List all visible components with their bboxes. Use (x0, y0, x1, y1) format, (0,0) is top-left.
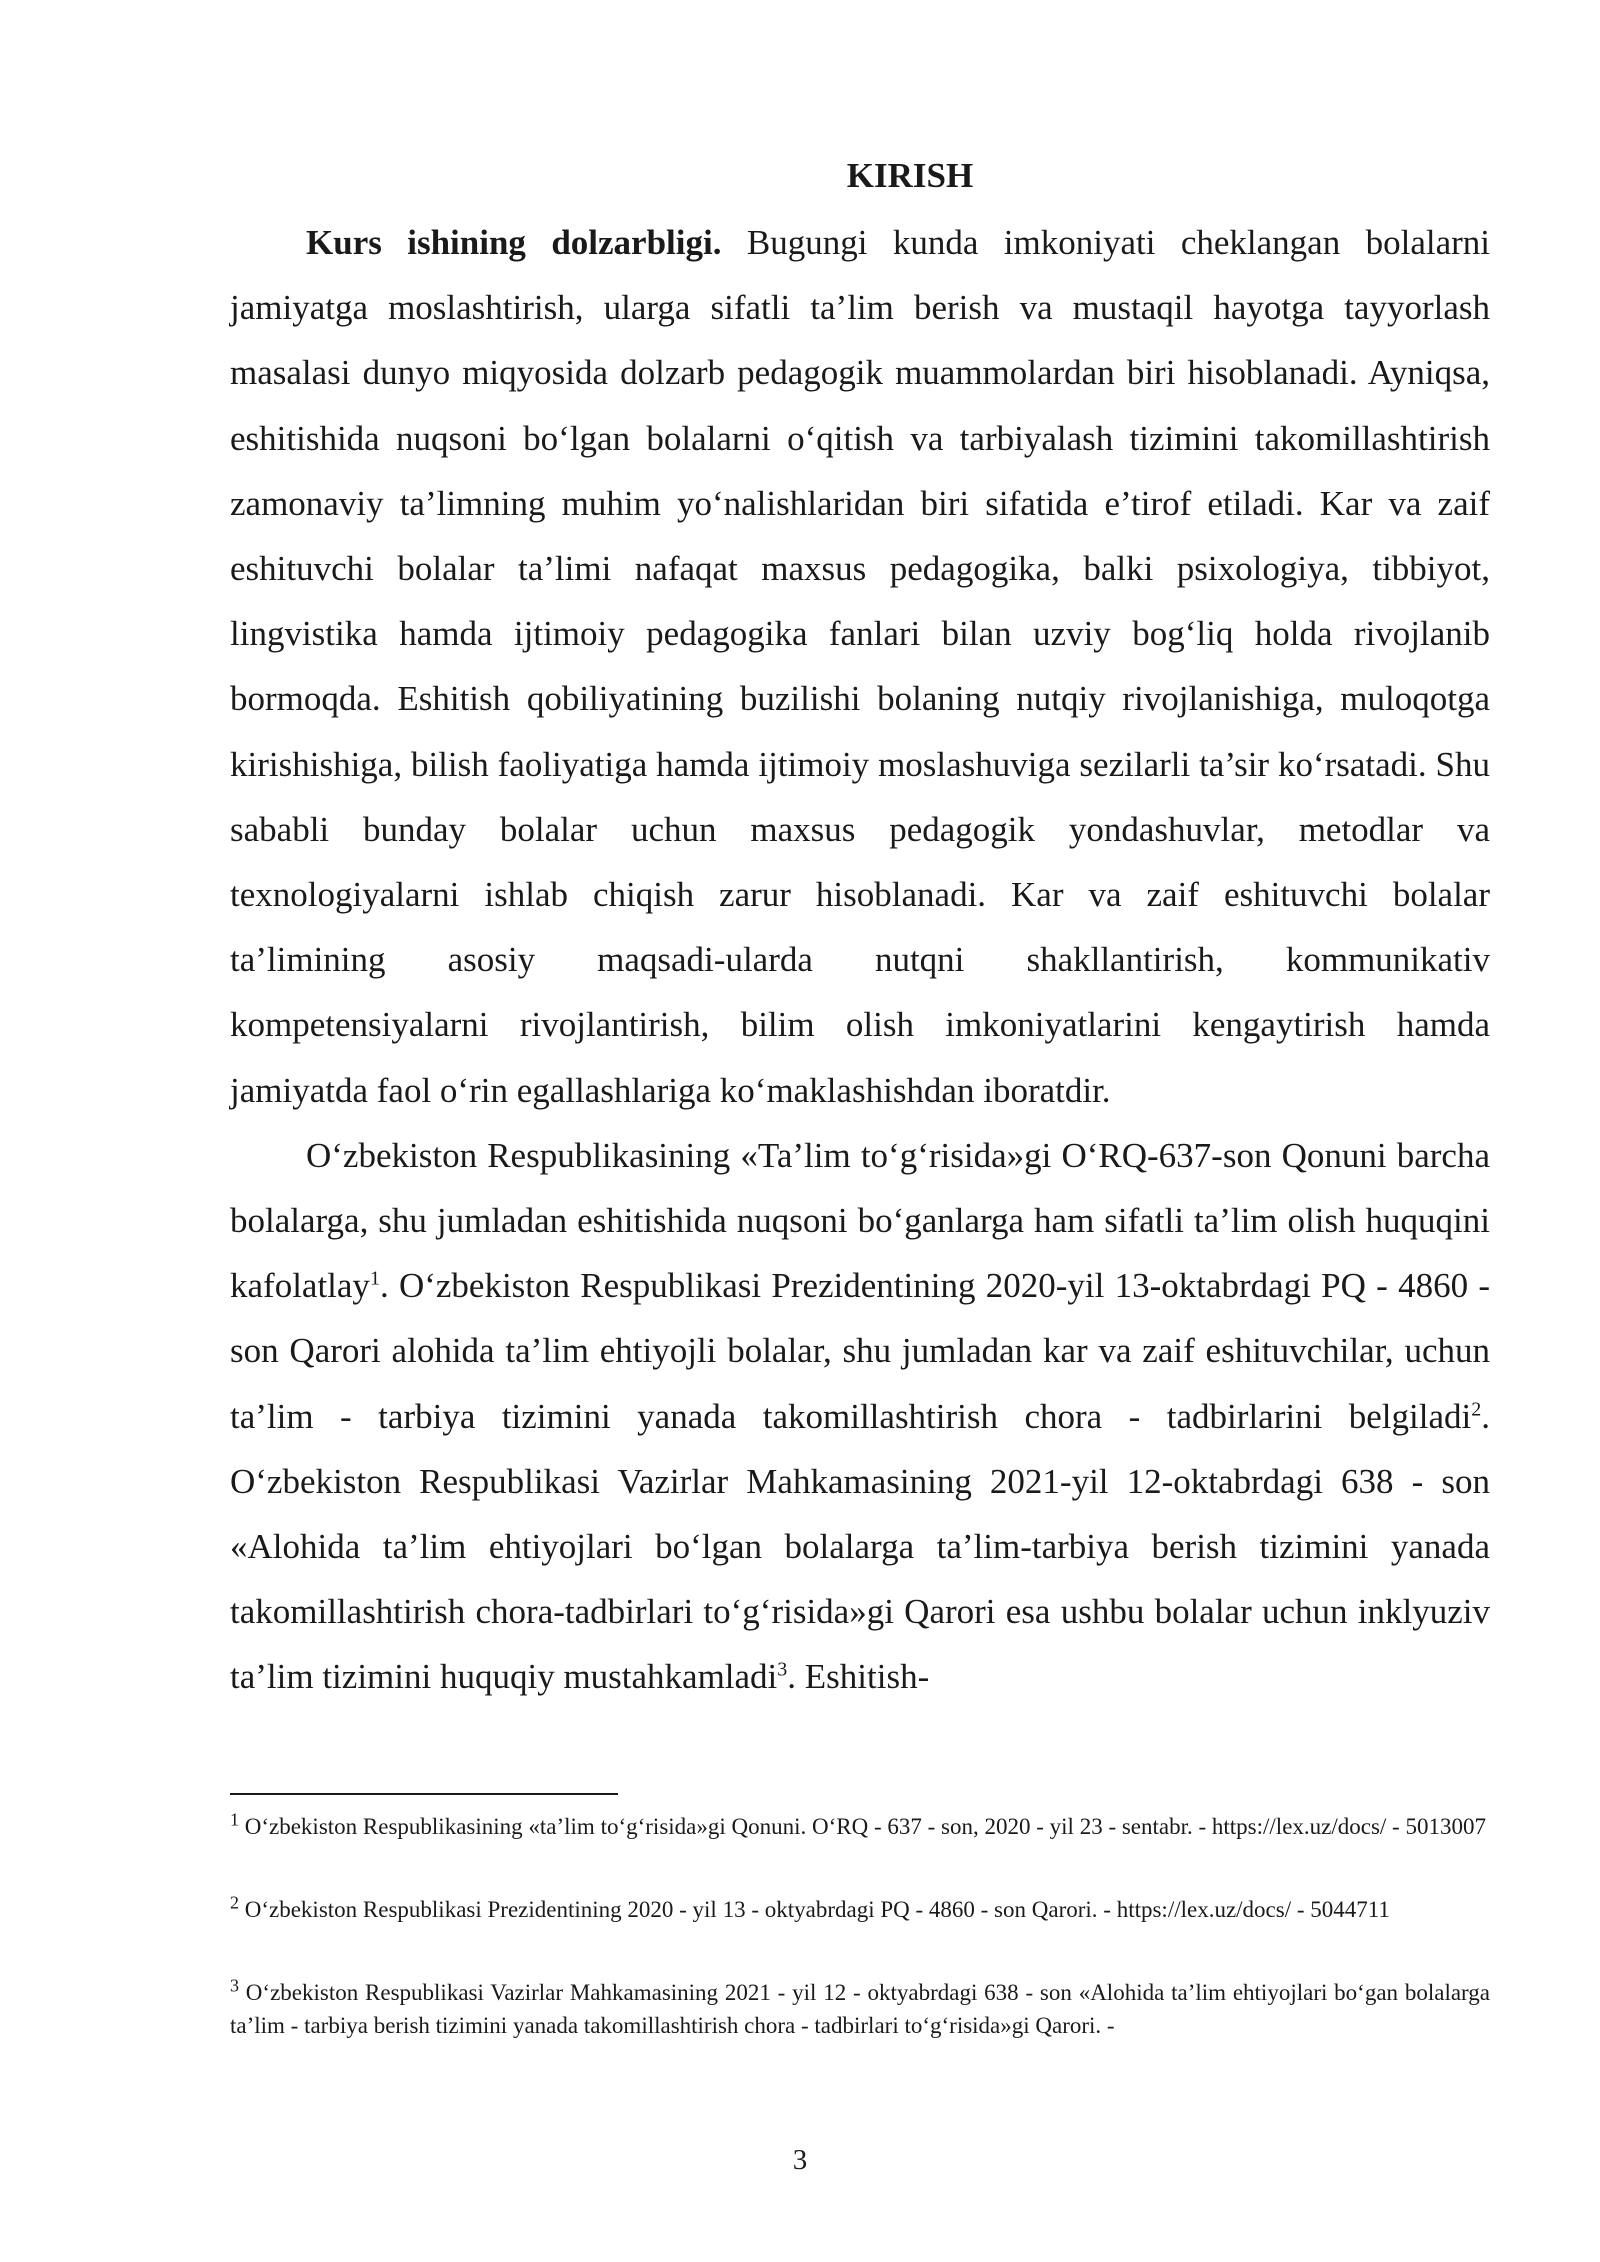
document-body (230, 150, 1490, 1710)
footnote-number: 3 (230, 1975, 239, 1996)
footnote-ref-2[interactable]: 2 (1471, 1398, 1482, 1420)
footnote-text: O‘zbekiston Respublikasining «ta’lim to‘g‘risida»gi Qonuni. O‘RQ - 637 - son, 2020 - yil 23 - sentabr. - https://lex.uz/docs/ - 5013007 (239, 1814, 1486, 1839)
footnote-1 (230, 1810, 1490, 1843)
footnote-text: O‘zbekiston Respublikasi Prezidentining 2020 - yil 13 - oktyabrdagi PQ - 4860 - son Qarori. - https://lex.uz/docs/ - 5044711 (239, 1897, 1390, 1922)
footnote-separator (230, 1793, 618, 1795)
paragraph-lead: Kurs ishining dolzarbligi. (306, 223, 722, 262)
paragraph-text: . O‘zbekiston Respublikasi Vazirlar Mahkamasining 2021-yil 12-oktabrdagi 638 - son «Alohida ta’lim ehtiyojlari bo‘lgan bolalarga ta’lim-tarbiya berish tizimini yanada takomillashtirish chora-tadbirlari to‘g‘risida»gi Qarori esa ushbu bolalar uchun inklyuziv ta’lim tizimini huquqiy mustahkamladi (230, 1396, 1490, 1697)
footnote-2 (230, 1893, 1490, 1926)
footnote-3 (230, 1976, 1490, 2042)
footnotes (230, 1810, 1490, 2042)
paragraph-relevance (230, 210, 1490, 1123)
footnote-number: 1 (230, 1809, 239, 1830)
footnote-number: 2 (230, 1892, 239, 1913)
footnote-ref-1[interactable]: 1 (369, 1267, 380, 1290)
page-number: 3 (792, 2144, 808, 2176)
section-heading: KIRISH (846, 156, 974, 195)
paragraph-text: Bugungi kunda imkoniyati cheklangan bolalarni jamiyatga moslashtirish, ularga sifatli ta’lim berish va mustaqil hayotga tayyorlash masalasi dunyo miqyosida dolzarb pedagogik muammolardan biri hisoblanadi. Ayniqsa, eshitishida nuqsoni bo‘lgan bolalarni o‘qitish va tarbiyalash tizimini takomillashtirish zamonaviy ta’limning muhim yo‘nalishlaridan biri sifatida e’tirof etiladi. Kar va zaif eshituvchi bolalar ta’limi nafaqat maxsus pedagogika, balki psixologiya, tibbiyot, lingvistika hamda ijtimoiy pedagogika fanlari bilan uzviy bog‘liq holda rivojlanib bormoqda. Eshitish qobiliyatining buzilishi bolaning nutqiy rivojlanishiga, muloqotga kirishishiga, bilish faoliyatiga hamda ijtimoiy moslashuviga sezilarli ta’sir ko‘rsatadi. Shu sababli bunday bolalar uchun maxsus pedagogik yondashuvlar, metodlar va texnologiyalarni ishlab chiqish zarur hisoblanadi. Kar va zaif eshituvchi bolalar ta’limining asosiy maqsadi-ularda nutqni shakllantirish, kommunikativ kompetensiyalarni rivojlantirish, bilim olish imkoniyatlarini kengaytirish hamda jamiyatda faol o‘rin egallashlariga ko‘maklashishdan iboratdir. (230, 223, 1490, 1110)
footnote-text: O‘zbekiston Respublikasi Vazirlar Mahkamasining 2021 - yil 12 - oktyabrdagi 638 - son «Alohida ta’lim ehtiyojlari bo‘gan bolalarga ta’lim - tarbiya berish tizimini yanada takomillashtirish chora - tadbirlari to‘g‘risida»gi Qarori. - (230, 1980, 1490, 2038)
paragraph-text: . O‘zbekiston Respublikasi Prezidentining 2020-yil 13-oktabrdagi PQ - 4860 - son Qarori alohida ta’lim ehtiyojli bolalar, shu jumladan kar va zaif eshituvchilar, uchun ta’lim - tarbiya tizimini yanada takomillashtirish chora - tadbirlarini belgiladi (230, 1266, 1490, 1436)
paragraph-text: O‘zbekiston Respublikasining «Ta’lim to‘g‘risida»gi O‘RQ-637-son Qonuni barcha bolalarga, shu jumladan eshitishida nuqsoni bo‘ganlarga ham sifatli ta’lim olish huquqini kafolatlay (230, 1135, 1490, 1306)
paragraph-legal-basis (230, 1123, 1490, 1710)
footnote-ref-3[interactable]: 3 (777, 1658, 788, 1681)
paragraph-text: . Eshitish- (787, 1657, 930, 1697)
